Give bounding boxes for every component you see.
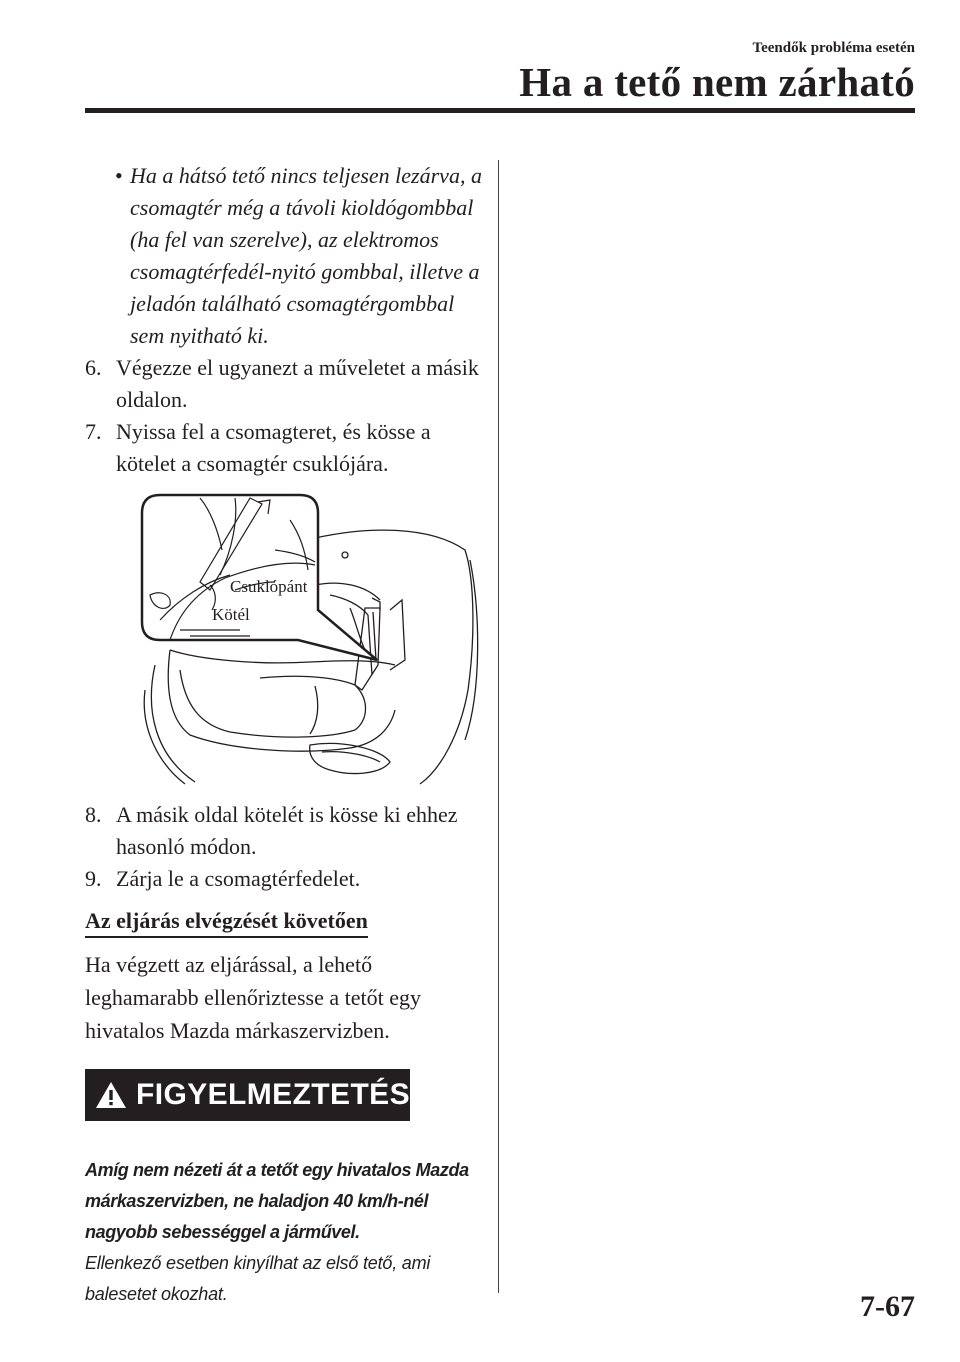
left-column xyxy=(85,160,490,1310)
header-rule xyxy=(85,108,915,113)
warning-bold-text: Amíg nem nézeti át a tetőt egy hivatalos Mazda márkaszervizben, ne haladjon 40 km/h-nél nagyobb sebességgel a járművel. xyxy=(85,1160,469,1242)
bullet-item xyxy=(85,160,490,352)
page-number: 7-67 xyxy=(860,1290,915,1323)
step-item xyxy=(85,799,490,863)
step-text: Nyissa fel a csomagteret, és kösse a kötelet a csomagtér csuklójára. xyxy=(116,419,431,476)
body-paragraph: Ha végzett az eljárással, a lehető leghamarabb ellenőriztesse a tetőt egy hivatalos Mazda márkaszervizben. xyxy=(85,952,421,1043)
warning-banner xyxy=(85,1069,410,1121)
step-item xyxy=(85,863,490,895)
step-text: A másik oldal kötelét is kösse ki ehhez hasonló módon. xyxy=(116,802,458,859)
step-number: 7. xyxy=(85,419,102,444)
step-item xyxy=(85,352,490,416)
step-number: 6. xyxy=(85,355,102,380)
section-subheading: Az eljárás elvégzését követően xyxy=(85,907,368,938)
warning-triangle-icon xyxy=(85,1080,136,1110)
bullet-marker: • xyxy=(115,163,123,188)
step-item xyxy=(85,416,490,480)
step-text: Végezze el ugyanezt a műveletet a másik oldalon. xyxy=(116,355,479,412)
callout-label-hinge: Csuklópánt xyxy=(230,577,308,596)
trunk-illustration-svg xyxy=(140,490,490,785)
bullet-text: Ha a hátsó tető nincs teljesen lezárva, a csomagtér még a távoli kioldógombbal (ha fel van szerelve), az elektromos csomagtérfedél-nyitó gombbal, illetve a jeladón található csomagtérgombbal sem nyitható ki. xyxy=(130,163,482,348)
column-divider xyxy=(498,160,499,1293)
callout-label-rope: Kötél xyxy=(212,605,250,624)
warning-label: FIGYELMEZTETÉS xyxy=(136,1078,410,1111)
step-number: 9. xyxy=(85,866,102,891)
page-title: Ha a tető nem zárható xyxy=(519,59,915,105)
warning-text: Ellenkező esetben kinyílhat az első tető, ami balesetet okozhat. xyxy=(85,1253,431,1304)
step-text: Zárja le a csomagtérfedelet. xyxy=(116,866,361,891)
trunk-hinge-illustration xyxy=(140,490,490,785)
step-number: 8. xyxy=(85,802,102,827)
header-section: Teendők probléma esetén xyxy=(752,40,915,56)
